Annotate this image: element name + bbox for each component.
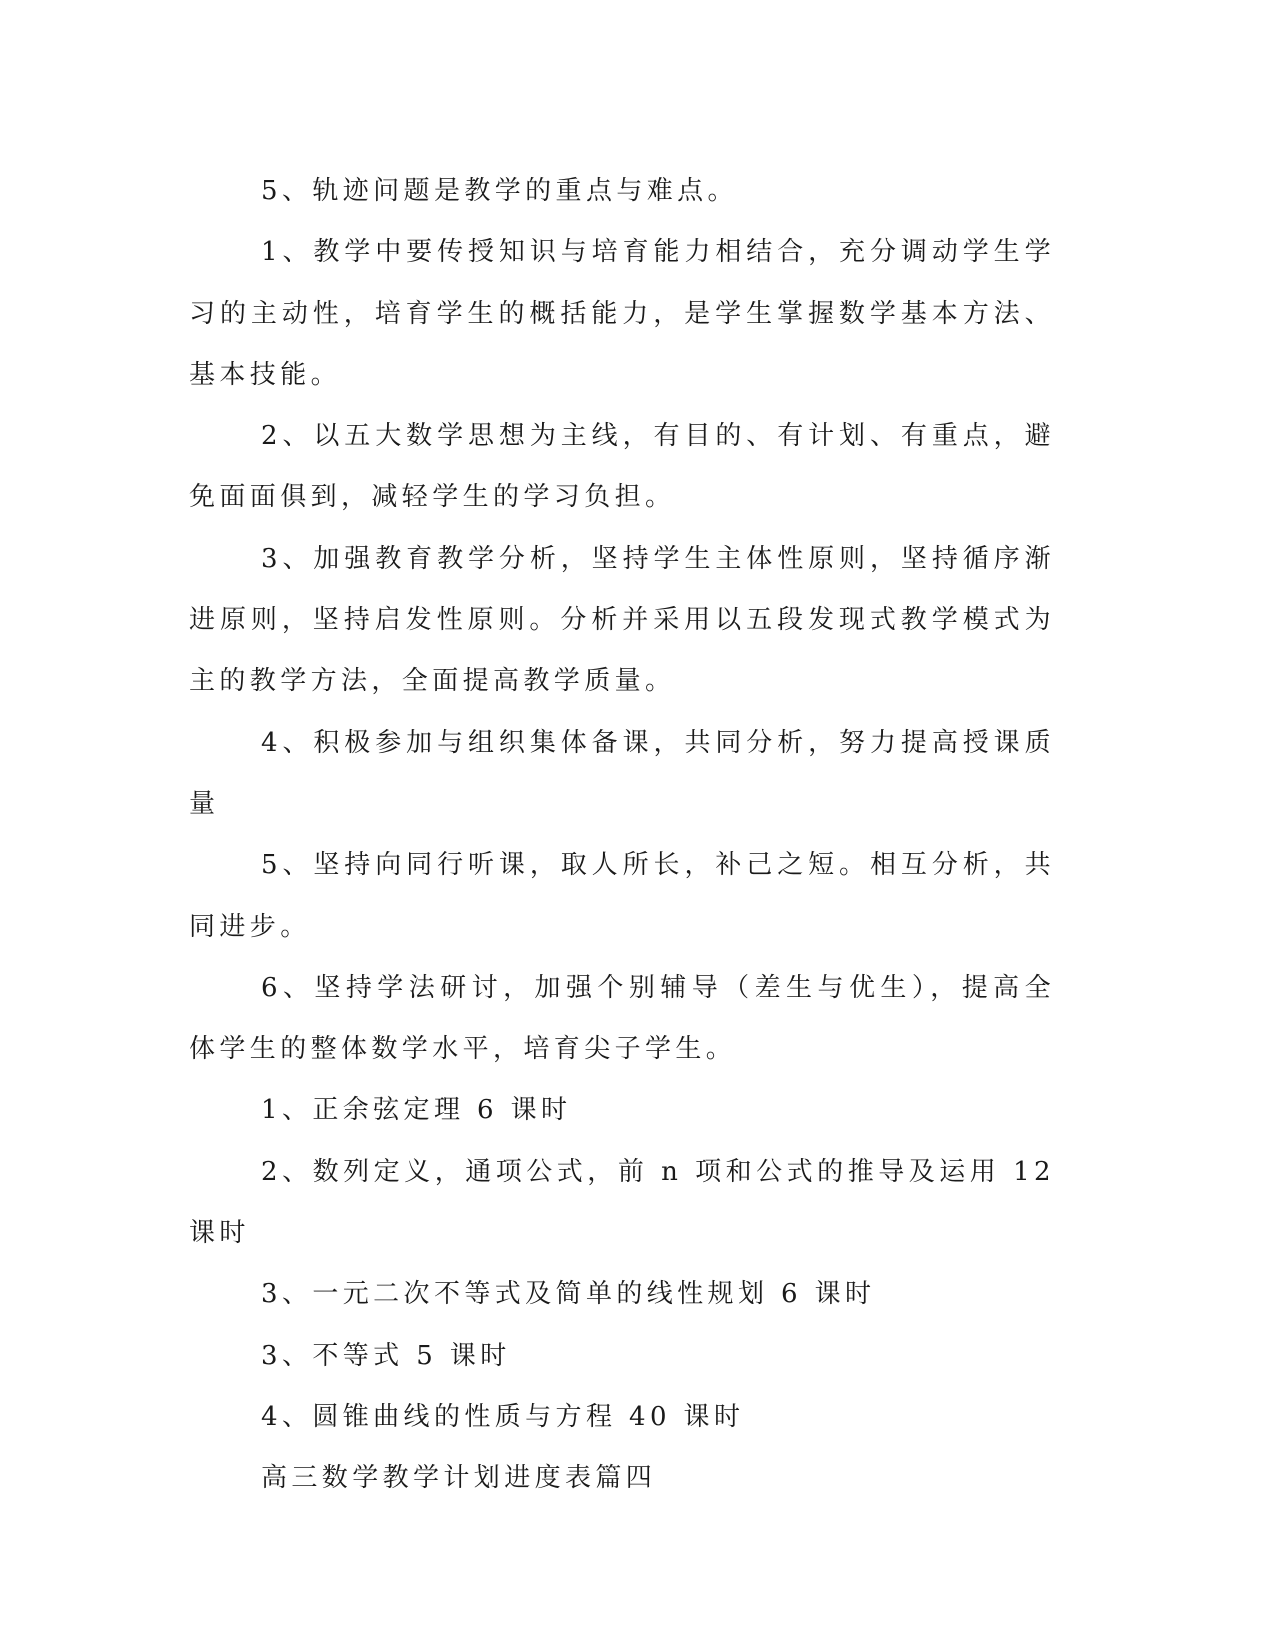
- section-heading: 高三数学教学计划进度表篇四: [261, 1463, 657, 1494]
- paragraph-trajectory-difficulty: 5、轨迹问题是教学的重点与难点。: [261, 176, 738, 206]
- paragraph-teaching-principle-3: 3、加强教育教学分析，坚持学生主体性原则，坚持循序渐进原则，坚持启发性原则。分析并采用以五段发现式教学模式为主的教学方法，全面提高教学质量。: [189, 543, 1055, 697]
- paragraph-teaching-principle-5: 5、坚持向同行听课，取人所长，补己之短。相互分析，共同进步。: [189, 850, 1055, 942]
- schedule-item-conic-sections: 4、圆锥曲线的性质与方程 40 课时: [261, 1401, 745, 1432]
- paragraph-teaching-principle-1: 1、教学中要传授知识与培育能力相结合，充分调动学生学习的主动性，培育学生的概括能力，是学生掌握数学基本方法、基本技能。: [189, 237, 1055, 390]
- document-body: [189, 161, 1055, 1510]
- schedule-item-sequences: 2、数列定义，通项公式，前 n 项和公式的推导及运用 12 课时: [189, 1156, 1055, 1249]
- schedule-item-inequality: 3、不等式 5 课时: [261, 1340, 511, 1371]
- schedule-item-quadratic-inequality: 3、一元二次不等式及简单的线性规划 6 课时: [261, 1279, 876, 1310]
- paragraph-teaching-principle-4: 4、积极参加与组织集体备课，共同分析，努力提高授课质量: [189, 727, 1055, 819]
- paragraph-teaching-principle-2: 2、以五大数学思想为主线，有目的、有计划、有重点，避免面面俱到，减轻学生的学习负担。: [189, 421, 1055, 513]
- schedule-item-trig-laws: 1、正余弦定理 6 课时: [261, 1095, 572, 1126]
- paragraph-teaching-principle-6: 6、坚持学法研讨，加强个别辅导（差生与优生），提高全体学生的整体数学水平，培育尖子学生。: [189, 972, 1055, 1065]
